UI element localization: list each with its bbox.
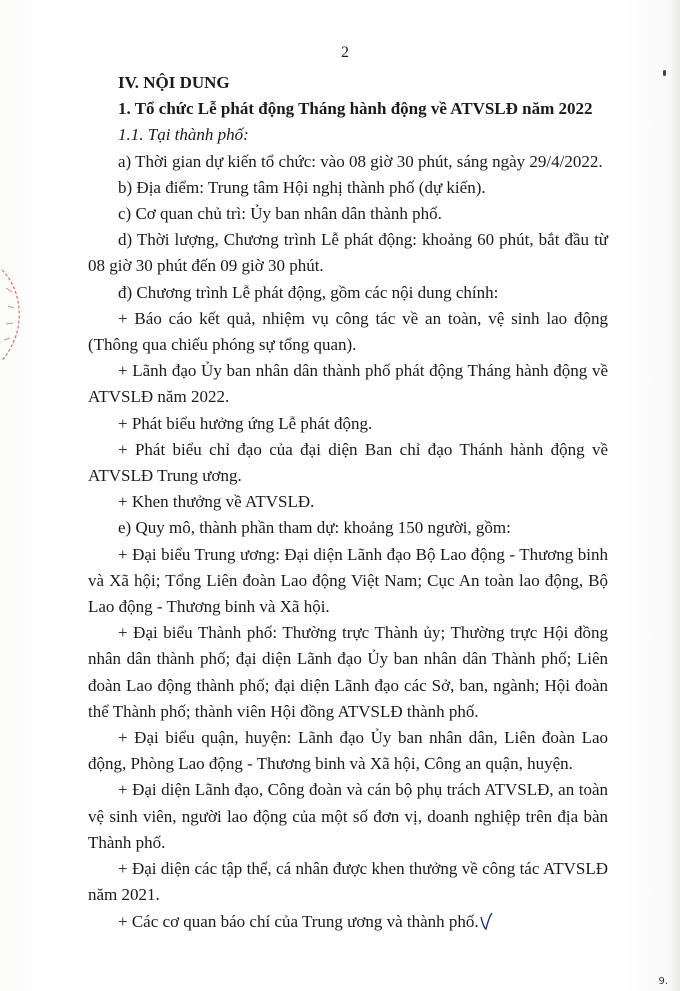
paragraph: a) Thời gian dự kiến tổ chức: vào 08 giờ 30 phút, sáng ngày 29/4/2022. (118, 151, 603, 171)
list-item-last (88, 909, 608, 935)
list-item: + Lãnh đạo Ủy ban nhân dân thành phố phát động Tháng hành động về ATVSLĐ năm 2022. (88, 361, 608, 407)
list-item: + Đại biểu quận, huyện: Lãnh đạo Ủy ban nhân dân, Liên đoàn Lao động, Phòng Lao động - Thương binh và Xã hội, Công an quận, huyện. (88, 728, 608, 774)
document-body (88, 70, 608, 935)
paragraph: b) Địa điểm: Trung tâm Hội nghị thành phố (dự kiến). (118, 177, 486, 197)
paragraph: đ) Chương trình Lễ phát động, gồm các nội dung chính: (118, 282, 499, 302)
section-heading: IV. NỘI DUNG (118, 73, 230, 92)
paragraph: e) Quy mô, thành phần tham dự: khoảng 150 người, gồm: (118, 518, 511, 538)
list-item: + Đại diện các tập thể, cá nhân được khen thưởng về công tác ATVSLĐ năm 2021. (88, 859, 608, 905)
paragraph: d) Thời lượng, Chương trình Lễ phát động: khoảng 60 phút, bắt đầu từ 08 giờ 30 phút đến 09 giờ 30 phút. (88, 230, 608, 276)
initial-signature-mark (479, 911, 493, 933)
subsubsection-heading: 1.1. Tại thành phố: (118, 125, 249, 145)
list-item: + Khen thưởng về ATVSLĐ. (118, 492, 315, 512)
scan-speck (663, 70, 666, 76)
page-number: 2 (341, 44, 349, 61)
list-item: + Đại biểu Thành phố: Thường trực Thành ủy; Thường trực Hội đồng nhân dân thành phố; đại diện Lãnh đạo Ủy ban nhân dân Thành phố; Liên đoàn Lao động thành phố; đại diện Lãnh đạo các Sở, ban, ngành; Hội đoàn thể Thành phố; thành viên Hội đồng ATVSLĐ thành phố. (88, 623, 608, 721)
list-item: + Phát biểu hưởng ứng Lễ phát động. (118, 413, 373, 433)
list-item: + Đại diện Lãnh đạo, Công đoàn và cán bộ phụ trách ATVSLĐ, an toàn vệ sinh viên, người lao động của một số đơn vị, doanh nghiệp trên địa bàn Thành phố. (88, 780, 608, 852)
list-item: + Đại biểu Trung ương: Đại diện Lãnh đạo Bộ Lao động - Thương binh và Xã hội; Tổng Liên đoàn Lao động Việt Nam; Cục An toàn lao động, Bộ Lao động - Thương binh và Xã hội. (88, 544, 608, 617)
corner-mark: 9. (658, 976, 668, 987)
partial-red-stamp (0, 266, 30, 362)
paragraph: c) Cơ quan chủ trì: Ủy ban nhân dân thành phố. (118, 204, 442, 224)
subsection-heading: 1. Tổ chức Lễ phát động Tháng hành động về ATVSLĐ năm 2022 (118, 99, 593, 119)
list-item: + Báo cáo kết quả, nhiệm vụ công tác về an toàn, vệ sinh lao động (Thông qua chiếu phóng sự tổng quan). (88, 308, 608, 355)
list-item: + Phát biểu chỉ đạo của đại diện Ban chỉ đạo Thánh hành động về ATVSLĐ Trung ương. (88, 439, 608, 486)
list-item-text: + Các cơ quan báo chí của Trung ương và thành phố. (118, 911, 479, 931)
scan-edge-shadow (670, 0, 680, 991)
